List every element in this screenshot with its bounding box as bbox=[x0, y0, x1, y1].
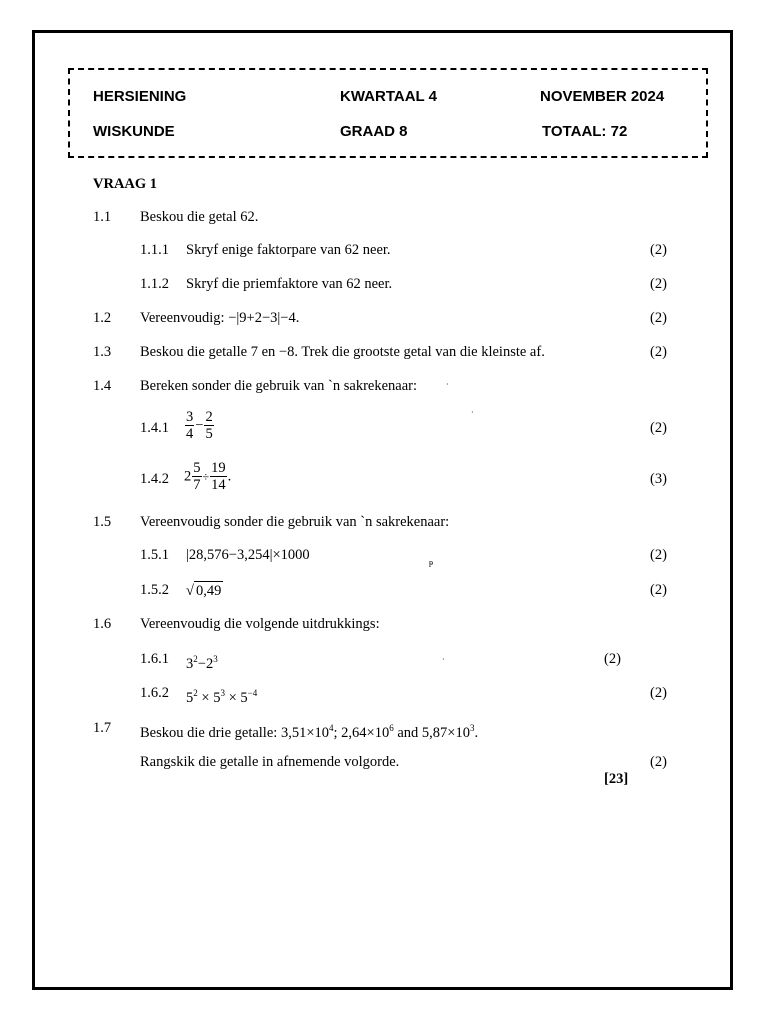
header-term: KWARTAAL 4 bbox=[340, 88, 437, 105]
q-text: Beskou die drie getalle: $3,51\times 10^4$; $2,64\times 10^6$ and $5,87\times 10^3$. bbox=[140, 723, 479, 741]
q-expression: −|9+2−3|−4. bbox=[228, 310, 300, 326]
q-mark: (2) bbox=[650, 685, 667, 701]
fraction: $\frac{19}{14}$ bbox=[211, 460, 226, 493]
q-number: 1.1.2 bbox=[140, 276, 169, 292]
q-text: Vereenvoudig die volgende uitdrukkings: bbox=[140, 616, 380, 632]
header-subject: WISKUNDE bbox=[93, 123, 175, 140]
q-mark: (2) bbox=[650, 276, 667, 292]
q-number: 1.4.1 bbox=[140, 420, 169, 436]
q-number: 1.7 bbox=[93, 720, 112, 736]
q-number: 1.6.2 bbox=[140, 685, 169, 701]
page-border bbox=[32, 30, 733, 990]
q-number: 1.2 bbox=[93, 310, 112, 326]
stray-dot: · bbox=[471, 408, 474, 417]
q-mark: (2) bbox=[650, 547, 667, 563]
header-box bbox=[68, 68, 708, 158]
question-total: [23] bbox=[604, 771, 629, 787]
q-number: 1.6.1 bbox=[140, 651, 169, 667]
q-mark: (2) bbox=[650, 420, 667, 436]
stray-mark: ᵽ bbox=[429, 558, 433, 567]
q-number: 1.5.2 bbox=[140, 582, 169, 598]
q-text-label: Vereenvoudig: bbox=[140, 310, 225, 326]
q-number: 1.1.1 bbox=[140, 242, 169, 258]
fraction: $\frac{5}{7}$ bbox=[193, 460, 201, 493]
q-expression: $\frac{3}{4}$ − $\frac{2}{5}$ bbox=[186, 409, 213, 442]
q-text: Rangskik die getalle in afnemende volgorde. bbox=[140, 754, 400, 770]
q-mark: (2) bbox=[650, 344, 667, 360]
header-total: TOTAAL: 72 bbox=[542, 123, 628, 140]
q-number: 1.5.1 bbox=[140, 547, 169, 563]
q-number: 1.4.2 bbox=[140, 471, 169, 487]
q-text: Skryf die priemfaktore van 62 neer. bbox=[186, 276, 393, 292]
question-title: VRAAG 1 bbox=[93, 176, 158, 192]
header-grade: GRAAD 8 bbox=[340, 123, 408, 140]
q-number: 1.3 bbox=[93, 344, 112, 360]
header-date: NOVEMBER 2024 bbox=[540, 88, 665, 105]
q-expression: |28,576−3,254|×1000 bbox=[186, 547, 310, 563]
q-text bbox=[140, 309, 299, 327]
q-mark: (3) bbox=[650, 471, 667, 487]
q-mark: (2) bbox=[650, 582, 667, 598]
q-expression: $3^2-2^3$ bbox=[186, 654, 218, 672]
q-text: Bereken sonder die gebruik van `n sakrekenaar: bbox=[140, 378, 417, 394]
stray-dot: · bbox=[442, 655, 445, 664]
q-expression: 2 $\frac{5}{7}$ ÷ $\frac{19}{14}$ . bbox=[184, 460, 232, 493]
q-expression: $5^2 \times 5^3 \times 5^{-4}$ bbox=[186, 688, 258, 706]
q-number: 1.1 bbox=[93, 209, 112, 225]
header-title: HERSIENING bbox=[93, 88, 187, 105]
q-text: Vereenvoudig sonder die gebruik van `n sakrekenaar: bbox=[140, 514, 450, 530]
q-number: 1.6 bbox=[93, 616, 112, 632]
q-text: Beskou die getal 62. bbox=[140, 209, 259, 225]
sqrt-radicand: 0,49 bbox=[195, 583, 222, 599]
q-mark: (2) bbox=[604, 651, 621, 667]
q-text: Skryf enige faktorpare van 62 neer. bbox=[186, 242, 391, 258]
q-number: 1.5 bbox=[93, 514, 112, 530]
q-text: Beskou die getalle 7 en −8. Trek die grootste getal van die kleinste af. bbox=[140, 344, 545, 360]
stray-dot: · bbox=[446, 380, 449, 389]
q-mark: (2) bbox=[650, 754, 667, 770]
fraction: $\frac{3}{4}$ bbox=[186, 409, 194, 442]
q-mark: (2) bbox=[650, 310, 667, 326]
q-number: 1.4 bbox=[93, 378, 112, 394]
q-mark: (2) bbox=[650, 242, 667, 258]
q-expression: √ 0,49 bbox=[186, 583, 222, 599]
fraction: $\frac{2}{5}$ bbox=[205, 409, 213, 442]
